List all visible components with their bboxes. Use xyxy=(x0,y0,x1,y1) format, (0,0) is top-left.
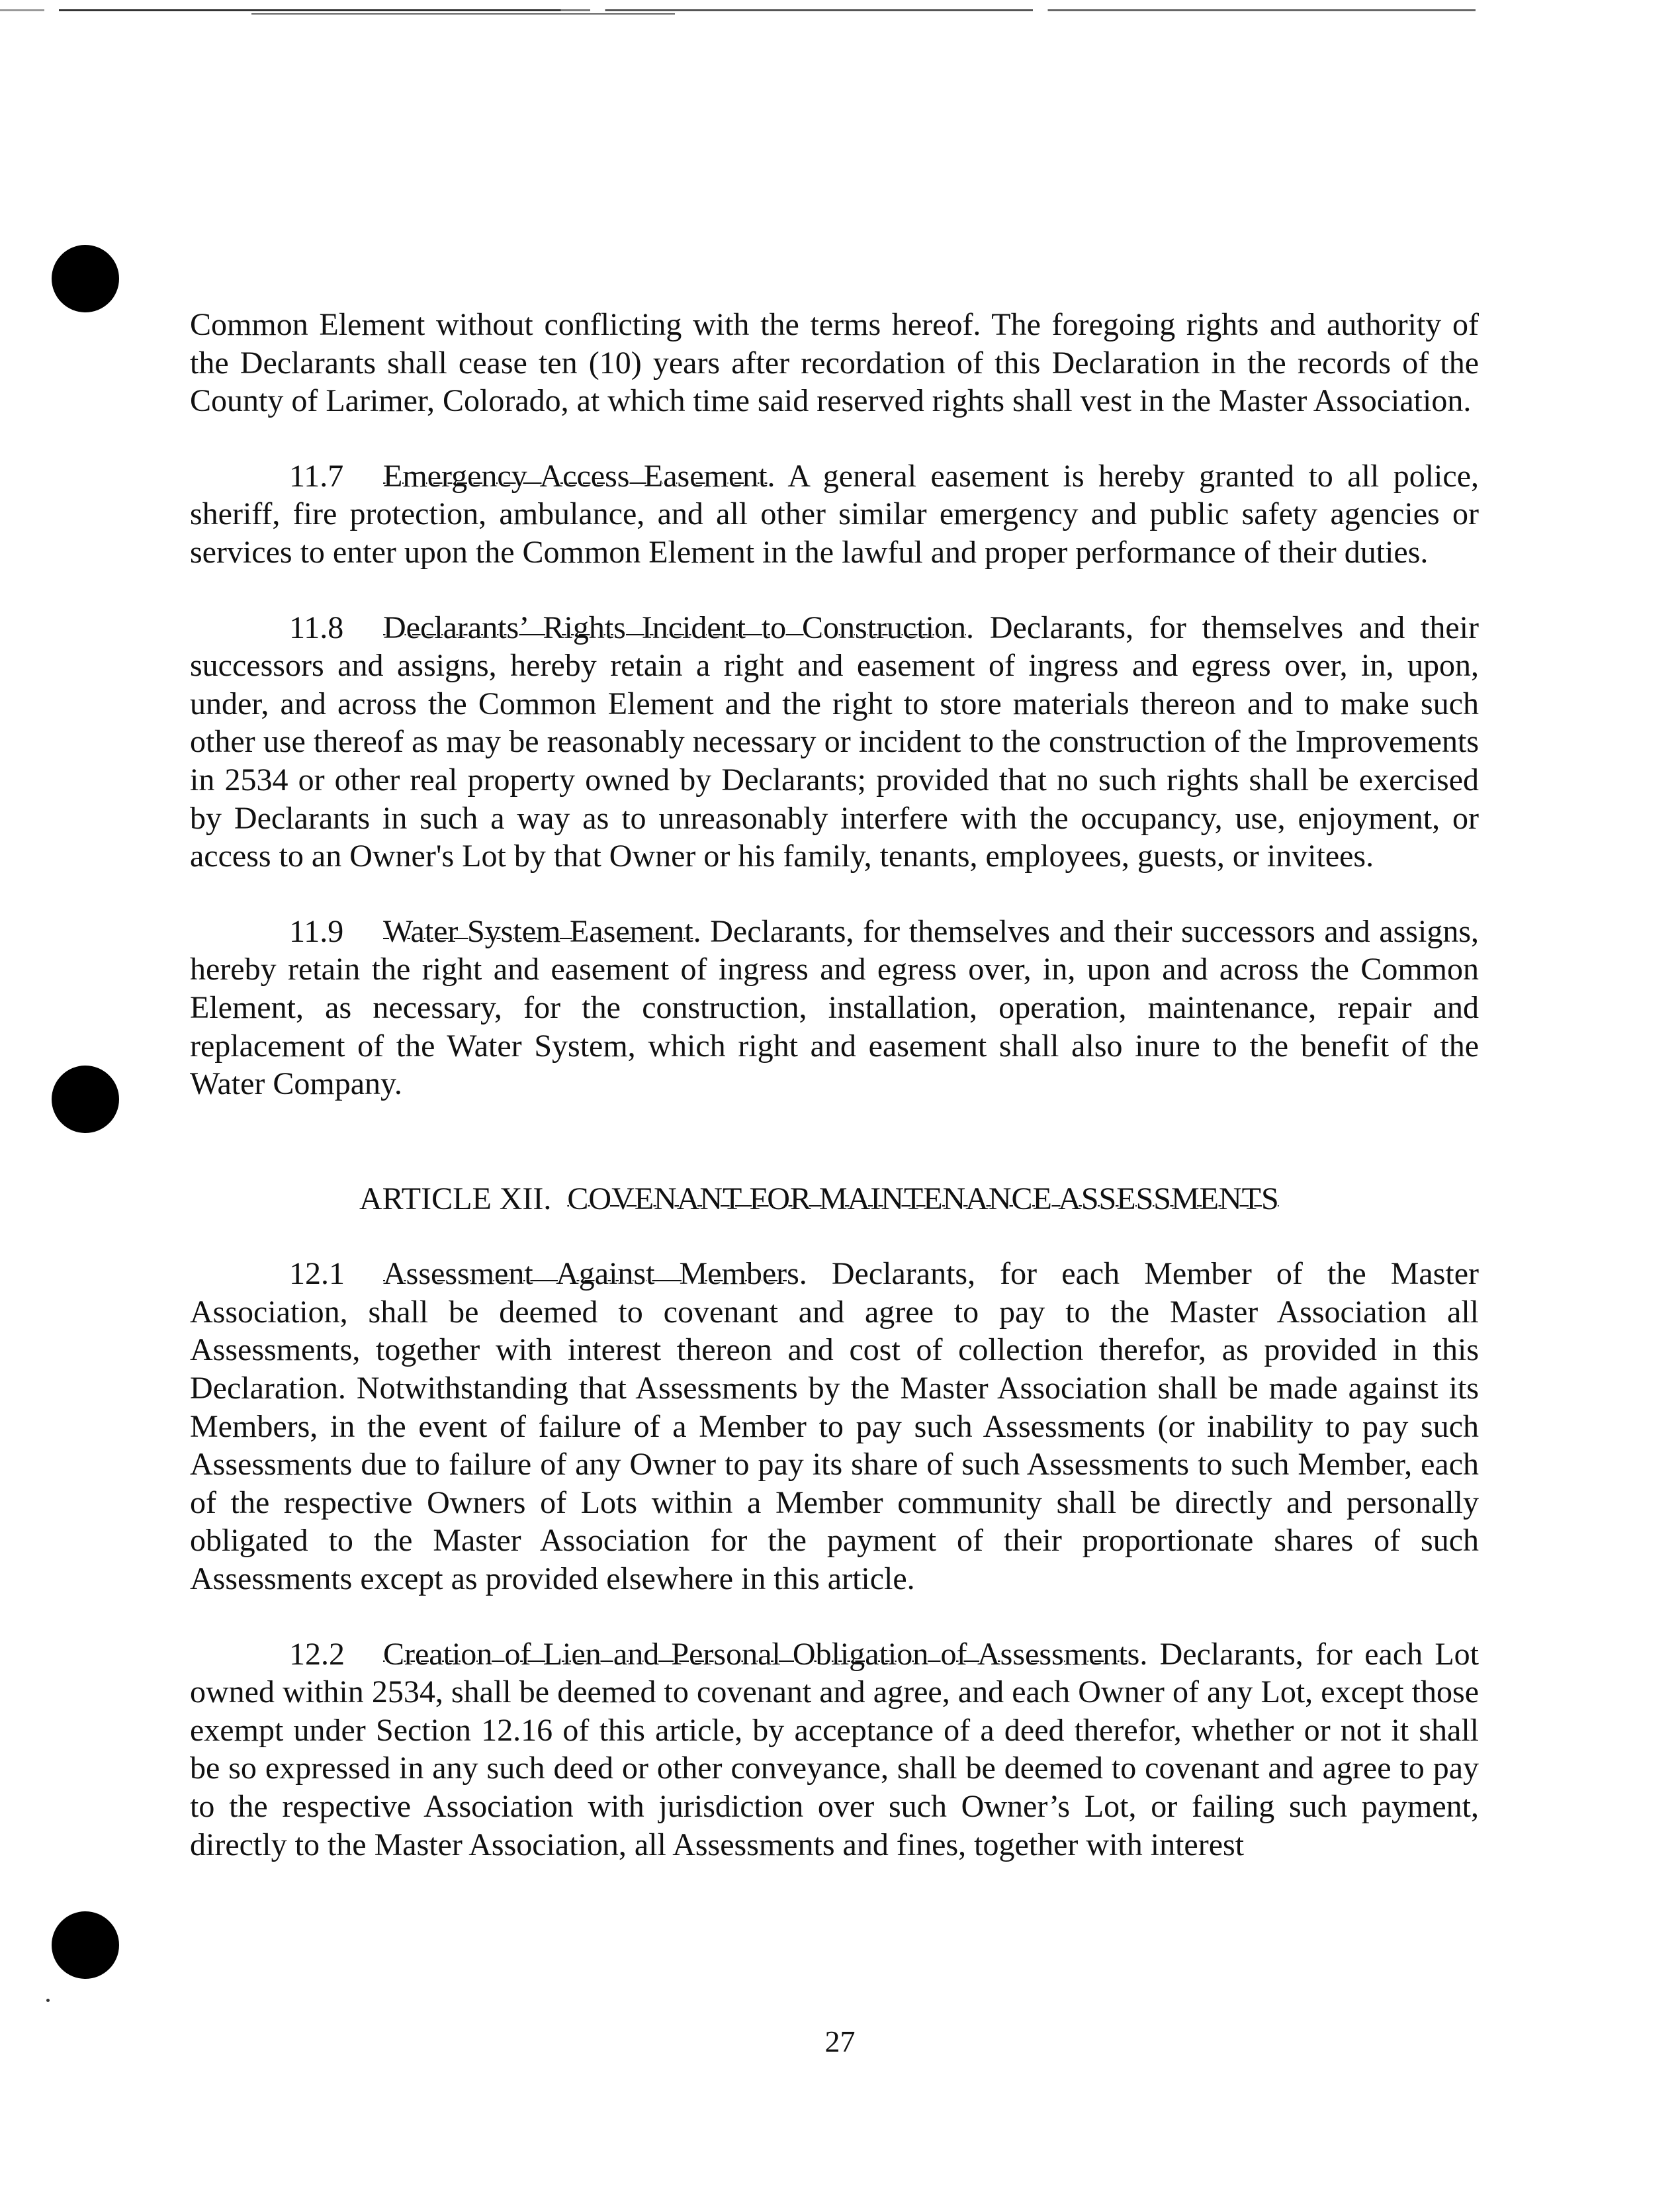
section-title: Assessment Against Members xyxy=(383,1256,799,1292)
punch-hole-top xyxy=(52,245,119,312)
scan-artifact-top xyxy=(0,9,1476,11)
article-heading xyxy=(190,1180,1479,1218)
section-number: 12.1 xyxy=(289,1256,345,1292)
section-11-7 xyxy=(190,457,1479,572)
section-11-8 xyxy=(190,609,1479,876)
section-number: 11.7 xyxy=(289,458,344,494)
article-label: ARTICLE XII. xyxy=(359,1181,552,1216)
scan-artifact-top-secondary xyxy=(251,13,675,15)
continuation-paragraph: Common Element without conflicting with the terms hereof. The foregoing rights and authority of the Declarants shall cease ten (10) years after recordation of this Declaration in the records of the County of Larimer, Colorado, at which time said reserved rights shall vest in the Master Association. xyxy=(190,307,1479,419)
section-body: . Declarants, for themselves and their successors and assigns, hereby retain the right and easement of ingress and egress over, in, upon and across the Common Element, as necessary, for the construction, installation, operation, maintenance, repair and replacement of the Water System, which right and easement shall also inure to the benefit of the Water Company. xyxy=(190,913,1479,1102)
section-11-9 xyxy=(190,913,1479,1103)
article-title: COVENANT FOR MAINTENANCE ASSESSMENTS xyxy=(567,1181,1279,1216)
section-title: Creation of Lien and Personal Obligation of Assessments xyxy=(383,1636,1140,1672)
section-body: . Declarants, for each Lot owned within 2534, shall be deemed to covenant and agree, and each Owner of any Lot, except those exempt under Section 12.16 of this article, by acceptance of a deed therefor, whether or not it shall be so expressed in any such deed or other conveyance, shall be deemed to covenant and agree to pay to the respective Association with jurisdiction over such Owner’s Lot, or failing such payment, directly to the Master Association, all Assessments and fines, together with interest xyxy=(190,1636,1479,1862)
section-title: Emergency Access Easement xyxy=(383,458,768,494)
section-title: Declarants’ Rights Incident to Construction xyxy=(383,610,967,645)
section-body: . Declarants, for themselves and their successors and assigns, hereby retain a right and easement of ingress and egress over, in, upon, under, and across the Common Element and the right to store materials thereon and to make such other use thereof as may be reasonably necessary or incident to the construction of the Improvements in 2534 or other real property owned by Declarants; provided that no such rights shall be exercised by Declarants in such a way as to unreasonably interfere with the occupancy, use, enjoyment, or access to an Owner's Lot by that Owner or his family, tenants, employees, guests, or invitees. xyxy=(190,610,1480,874)
section-number: 12.2 xyxy=(289,1636,345,1672)
scan-speck xyxy=(46,1999,50,2002)
section-12-1 xyxy=(190,1255,1479,1598)
punch-hole-bottom xyxy=(52,1911,119,1979)
document-body xyxy=(190,306,1479,1901)
section-12-2 xyxy=(190,1635,1479,1864)
section-number: 11.9 xyxy=(289,913,344,949)
section-number: 11.8 xyxy=(289,610,344,645)
section-body: . A general easement is hereby granted to all police, sheriff, fire protection, ambulance, and all other similar emergency and public safety agencies or services to enter upon the Common Element in the lawful and proper performance of their duties. xyxy=(190,458,1479,570)
page-number: 27 xyxy=(824,2025,856,2058)
section-title: Water System Easement xyxy=(383,913,693,949)
punch-hole-middle xyxy=(52,1066,119,1133)
section-body: . Declarants, for each Member of the Master Association, shall be deemed to covenant and agree to pay to the Master Association all Assessments, together with interest thereon and cost of collection therefor, as provided in this Declaration. Notwithstanding that Assessments by the Master Association shall be made against its Members, in the event of failure of a Member to pay such Assessments (or inability to pay such Assessments due to failure of any Owner to pay its share of such Assessments to such Member, each of the respective Owners of Lots within a Member community shall be directly and personally obligated to the Master Association for the payment of their proportionate shares of such Assessments except as provided elsewhere in this article. xyxy=(190,1256,1480,1597)
